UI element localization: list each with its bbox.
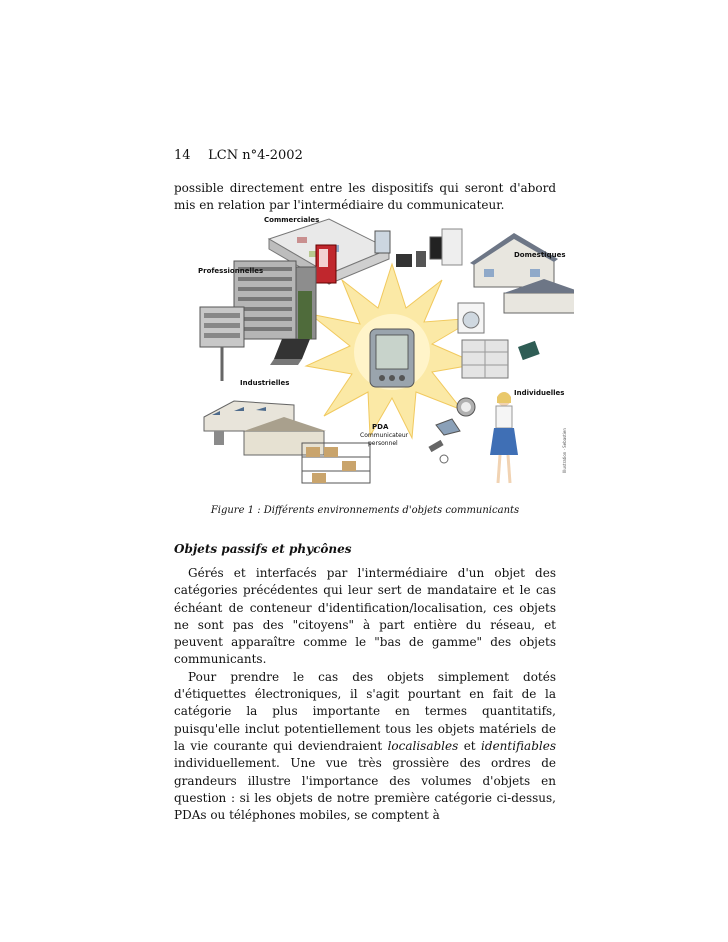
- label-professionnelles: Professionnelles: [198, 267, 264, 275]
- paragraph-2-text-b: et: [458, 738, 482, 753]
- cabinet-icon: [462, 340, 508, 378]
- laptop-icon: [270, 339, 310, 365]
- house-icon: [470, 233, 574, 313]
- personal-items-icon: [428, 398, 475, 463]
- person-icon: [490, 392, 518, 483]
- label-industrielles: Industrielles: [240, 379, 290, 387]
- book-icon: [518, 341, 540, 360]
- warehouse-shelving-icon: [302, 443, 370, 483]
- server-rack-icon: [200, 307, 244, 381]
- paragraph-2-text-a: Pour prendre le cas des objets simplement dotés d'étiquettes électroniques, il s'agit pourtant en fait de la catégorie la plus importante en termes quantitatifs, puisqu'elle inclut potentiellement tous les objets matériels de la vie courante qui deviendraient: [174, 669, 556, 753]
- body-text: [174, 565, 556, 824]
- page-header: [174, 148, 303, 163]
- section-title: Objets passifs et phycônes: [174, 542, 352, 556]
- figure-illustration: [174, 207, 574, 493]
- paragraph-2-text-c: individuellement. Une vue très grossière des ordres de grandeurs illustre l'importance des volumes d'objets en question : si les objets de notre première catégorie ci-dessus, PDAs ou téléphones mobiles, se comptent à: [174, 756, 556, 823]
- washing-machine-icon: [458, 303, 484, 333]
- emphasis-localisables: localisables: [387, 738, 459, 753]
- journal-issue: LCN n°4-2002: [208, 148, 303, 163]
- label-commerciales: Commerciales: [264, 216, 320, 224]
- page-number: 14: [174, 148, 191, 163]
- domestic-appliances-icon: [375, 229, 462, 267]
- label-personnel: personnel: [368, 440, 398, 447]
- figure-caption: Figure 1 : Différents environnements d'objets communicants: [210, 505, 520, 516]
- label-individuelles: Individuelles: [514, 389, 565, 397]
- paragraph-1: Gérés et interfacés par l'intermédiaire d'un objet des catégories précédentes qui leur sert de mandataire et le cas échéant de conteneur d'identification/localisation, ces objets ne sont pas des "citoyens" à part entière du réseau, et peuvent apparaître comme le "bas de gamme" des objets communicants.: [174, 566, 556, 667]
- vending-machine-icon: [316, 245, 336, 283]
- illustration-credit: Illustration · Sebastien: [562, 428, 567, 473]
- pda-device-icon: [370, 329, 414, 387]
- label-communicateur: Communicateur: [360, 432, 409, 439]
- industrial-factory-icon: [204, 401, 326, 455]
- intro-paragraph: possible directement entre les dispositifs qui seront d'abord mis en relation par l'intermédiaire du communicateur.: [174, 181, 556, 212]
- paragraph-2: [174, 669, 556, 825]
- label-domestiques: Domestiques: [514, 251, 566, 259]
- emphasis-identifiables: identifiables: [481, 738, 556, 753]
- label-pda: PDA: [372, 423, 389, 431]
